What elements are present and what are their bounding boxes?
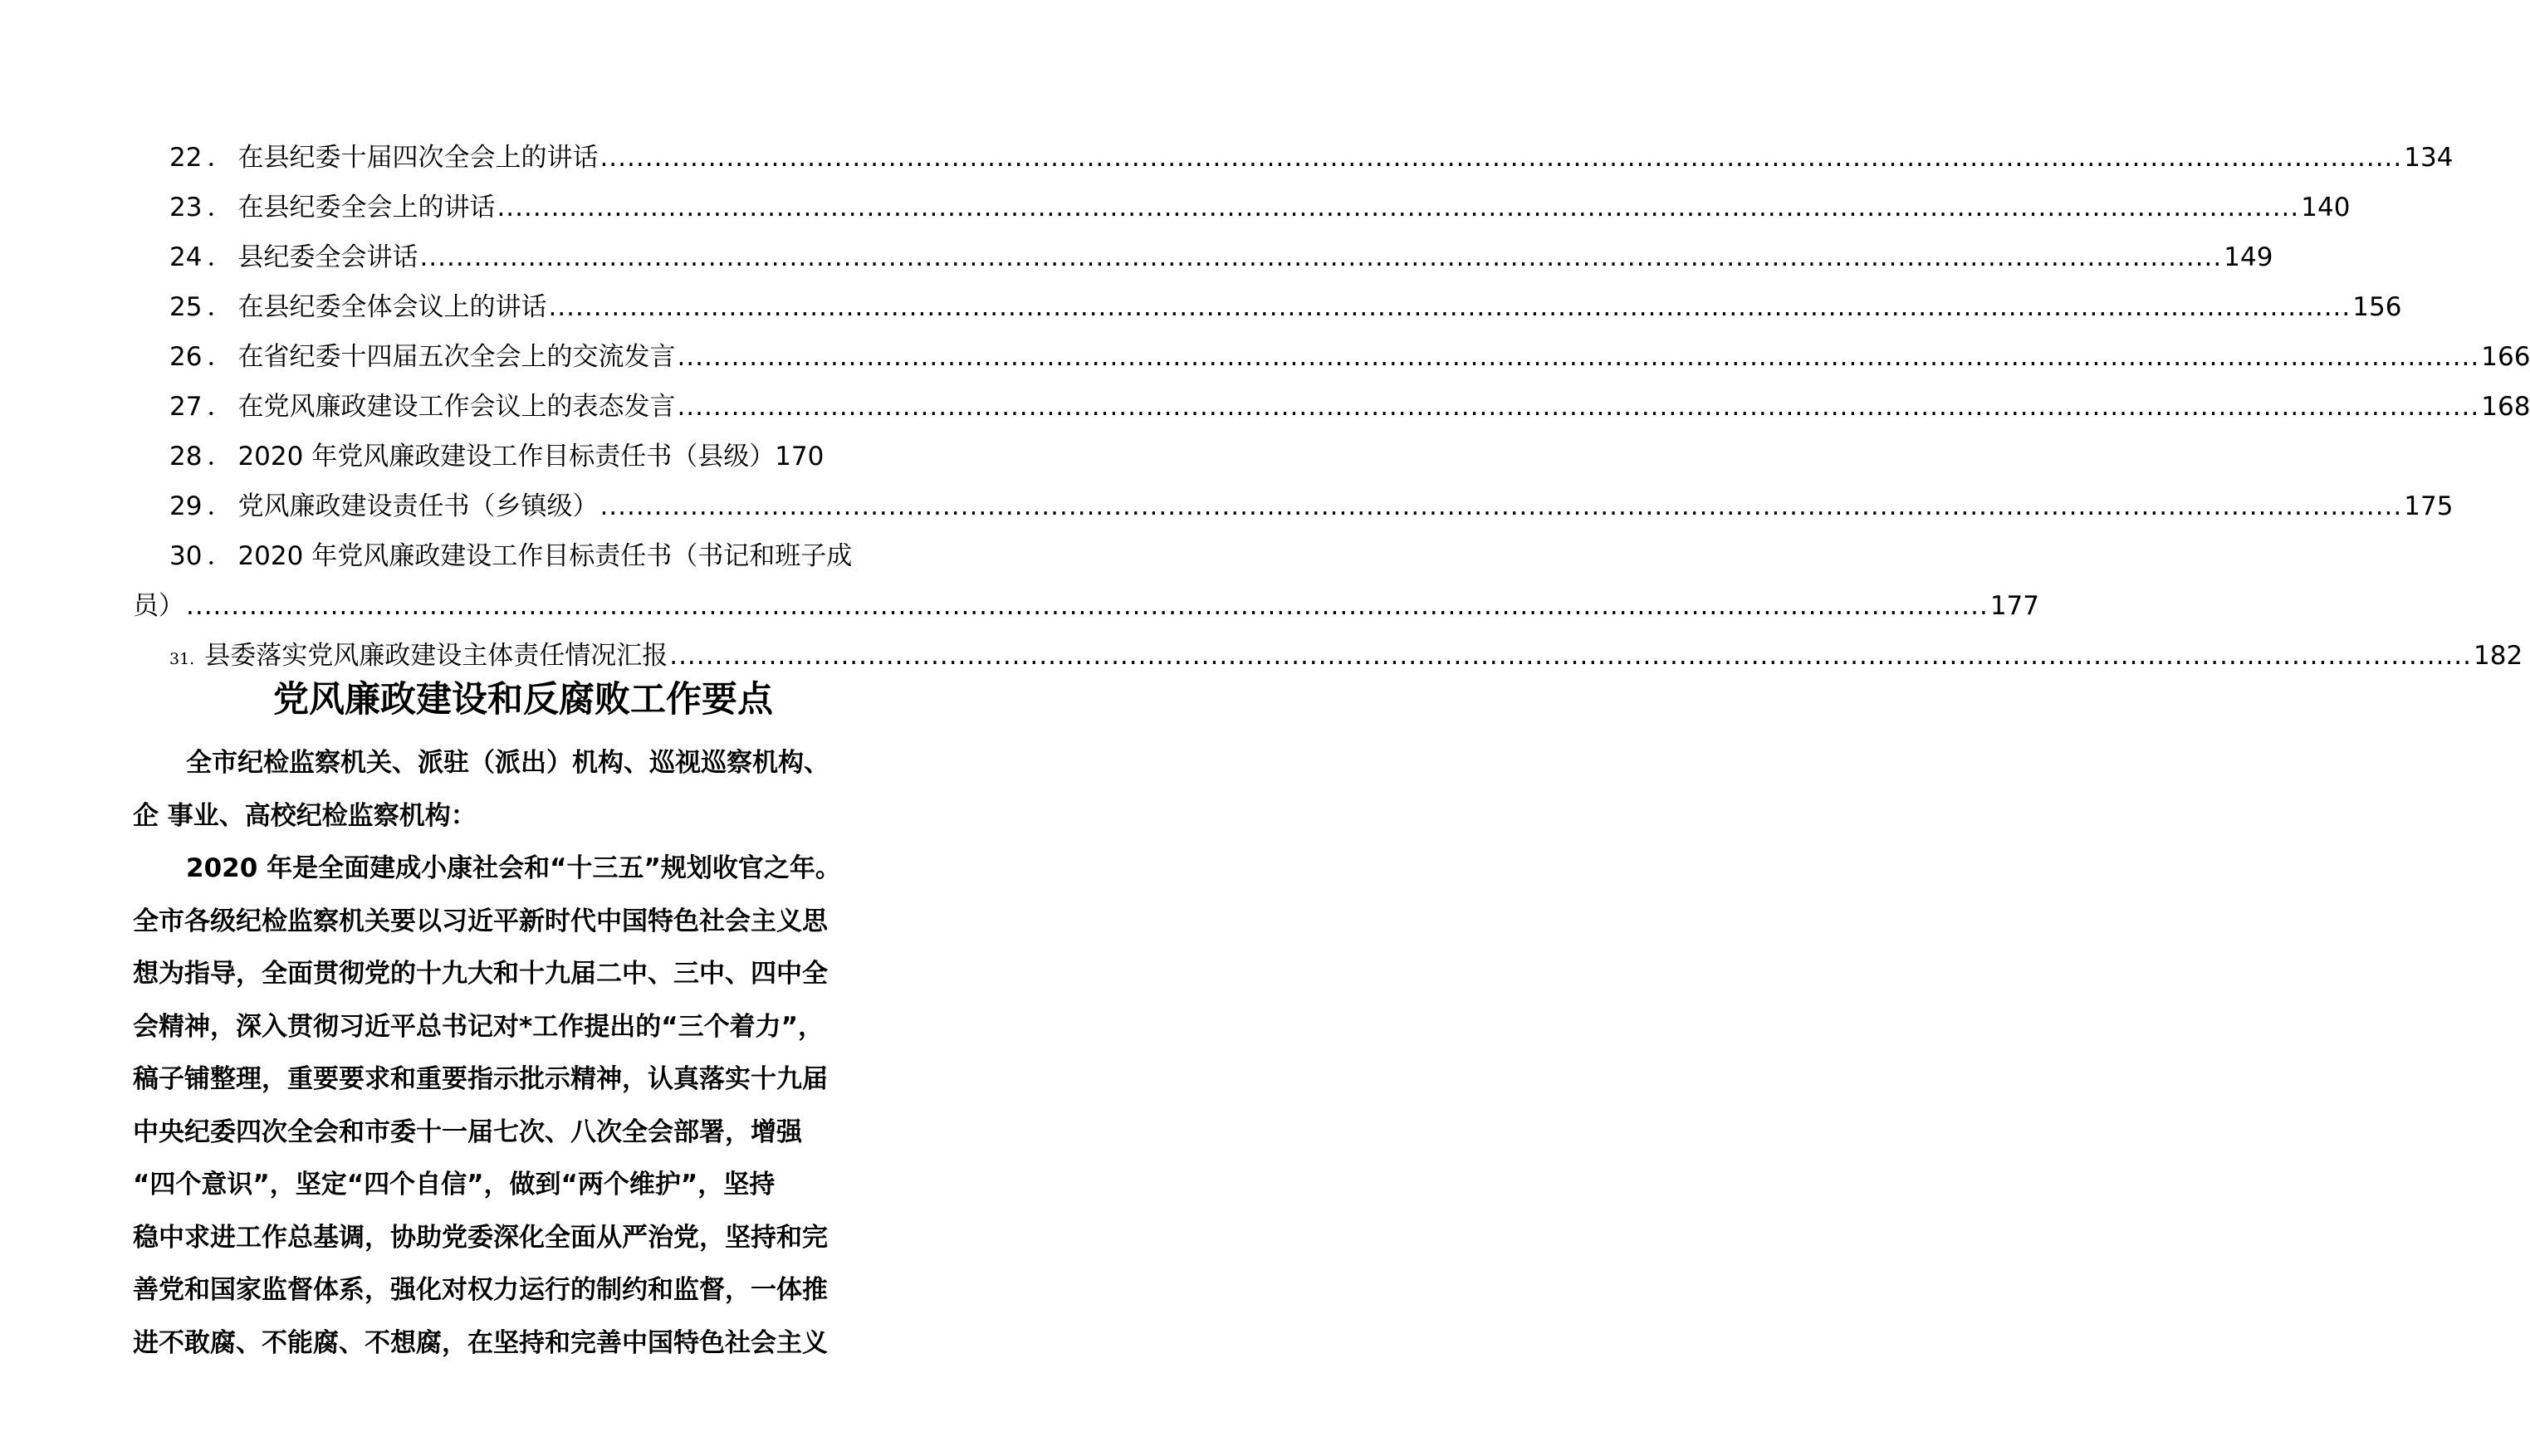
toc-entry-28[interactable] (133, 432, 913, 481)
toc-separator: ． (207, 292, 233, 322)
toc-page-number: 140 (2301, 193, 2351, 222)
paragraph-line: 善党和国家监督体系，强化对权力运行的制约和监督，一体推 (133, 1275, 828, 1305)
paragraph-line: 全市各级纪检监察机关要以习近平新时代中国特色社会主义思 (133, 906, 828, 936)
toc-entry-27[interactable] (133, 382, 2530, 432)
toc-entry-24[interactable] (133, 232, 2273, 282)
toc-separator: ． (207, 242, 233, 272)
paragraph-line: 2020 年是全面建成小康社会和“十三五”规划收官之年。 (186, 853, 841, 883)
body-text (133, 737, 913, 1370)
toc-separator: ． (207, 541, 233, 571)
toc-page-number: 177 (1989, 591, 2039, 621)
toc-leader: ........................................................................................................................................................................................................ (548, 292, 2351, 322)
toc-leader: ........................................................................................................................................................................................................ (677, 342, 2480, 372)
toc-number: 26 (169, 342, 203, 372)
paragraph-line: 中央纪委四次全会和市委十一届七次、八次全会部署，增强 (133, 1116, 802, 1147)
toc-title: 在县纪委十届四次全会上的讲话 (237, 143, 599, 173)
toc-leader: ........................................................................................................................................................................................................ (186, 591, 1989, 621)
toc-number: 22 (169, 143, 203, 173)
toc-number: 30 (169, 541, 203, 571)
toc-separator: ． (207, 392, 233, 422)
toc-separator: ． (207, 342, 233, 372)
toc-entry-22[interactable] (133, 133, 2454, 183)
paragraph-line: 稿子铺整理，重要要求和重要指示批示精神，认真落实十九届 (133, 1064, 828, 1094)
toc-leader: ........................................................................................................................................................................................................ (497, 193, 2300, 222)
toc-leader: ........................................................................................................................................................................................................ (419, 242, 2223, 272)
toc-title: 党风廉政建设责任书（乡镇级） (237, 491, 599, 521)
toc-entry-30[interactable] (133, 531, 1074, 581)
toc-entry-23[interactable] (133, 183, 2351, 232)
toc-page-number: 149 (2224, 242, 2273, 272)
toc-title: 在省纪委十四届五次全会上的交流发言 (237, 342, 676, 372)
toc-leader: ........................................................................................................................................................................................................ (669, 641, 2473, 671)
toc-leader: ........................................................................................................................................................................................................ (677, 392, 2480, 422)
toc-title: 在党风廉政建设工作会议上的表态发言 (237, 392, 676, 422)
toc-title: 2020 年党风廉政建设工作目标责任书（县级） (237, 442, 776, 471)
toc-leader: ........................................................................................................................................................................................................ (599, 143, 2403, 173)
paragraph-line: 稳中求进工作总基调，协助党委深化全面从严治党，坚持和完 (133, 1222, 828, 1253)
toc-number: 25 (169, 292, 203, 322)
toc-entry-25[interactable] (133, 282, 2402, 332)
toc-number: 24 (169, 242, 203, 272)
salutation-line: 全市纪检监察机关、派驻（派出）机构、巡视巡察机构、 (186, 748, 829, 778)
document-title: 党风廉政建设和反腐败工作要点 (273, 679, 773, 721)
toc-separator: ． (207, 193, 233, 222)
toc-number: 28 (169, 442, 203, 471)
toc-title: 在县纪委全会上的讲话 (237, 193, 496, 222)
toc-page-number: 168 (2481, 392, 2530, 422)
salutation-line: 企 事业、高校纪检监察机构： (133, 800, 477, 831)
toc-title: 2020 年党风廉政建设工作目标责任书（书记和班子成 (237, 541, 853, 571)
toc-entry-26[interactable] (133, 332, 2530, 382)
toc-separator: ． (207, 143, 233, 173)
toc-title-continued: 员） (133, 591, 184, 621)
toc-number: 23 (169, 193, 203, 222)
toc-page-number: 166 (2481, 342, 2530, 372)
toc-page-number: 170 (775, 442, 825, 471)
paragraph-line: 会精神，深入贯彻习近平总书记对*工作提出的“三个着力”， (133, 1011, 824, 1042)
toc-title: 在县纪委全体会议上的讲话 (237, 292, 547, 322)
toc-entry-29[interactable] (133, 481, 2454, 531)
toc-entry-30-continued[interactable] (133, 581, 2039, 631)
toc-page-number: 156 (2352, 292, 2402, 322)
toc-leader: ........................................................................................................................................................................................................ (599, 491, 2403, 521)
toc-separator: ． (207, 442, 233, 471)
toc-page-number: 182 (2474, 641, 2523, 671)
toc-page-number: 134 (2404, 143, 2454, 173)
toc-number: 27 (169, 392, 203, 422)
paragraph-line: “四个意识”，坚定“四个自信”，做到“两个维护”，坚持 (133, 1170, 776, 1199)
paragraph-line: 进不敢腐、不能腐、不想腐，在坚持和完善中国特色社会主义 (133, 1327, 828, 1358)
table-of-contents (133, 133, 2530, 681)
paragraph-line: 想为指导，全面贯彻党的十九大和十九届二中、三中、四中全 (133, 959, 828, 989)
toc-number: 29 (169, 491, 203, 521)
toc-number: 31. (169, 650, 195, 668)
toc-separator: ． (207, 491, 233, 521)
toc-page-number: 175 (2404, 491, 2454, 521)
toc-title: 县纪委全会讲话 (237, 242, 418, 272)
toc-title: 县委落实党风廉政建设主体责任情况汇报 (204, 641, 668, 671)
